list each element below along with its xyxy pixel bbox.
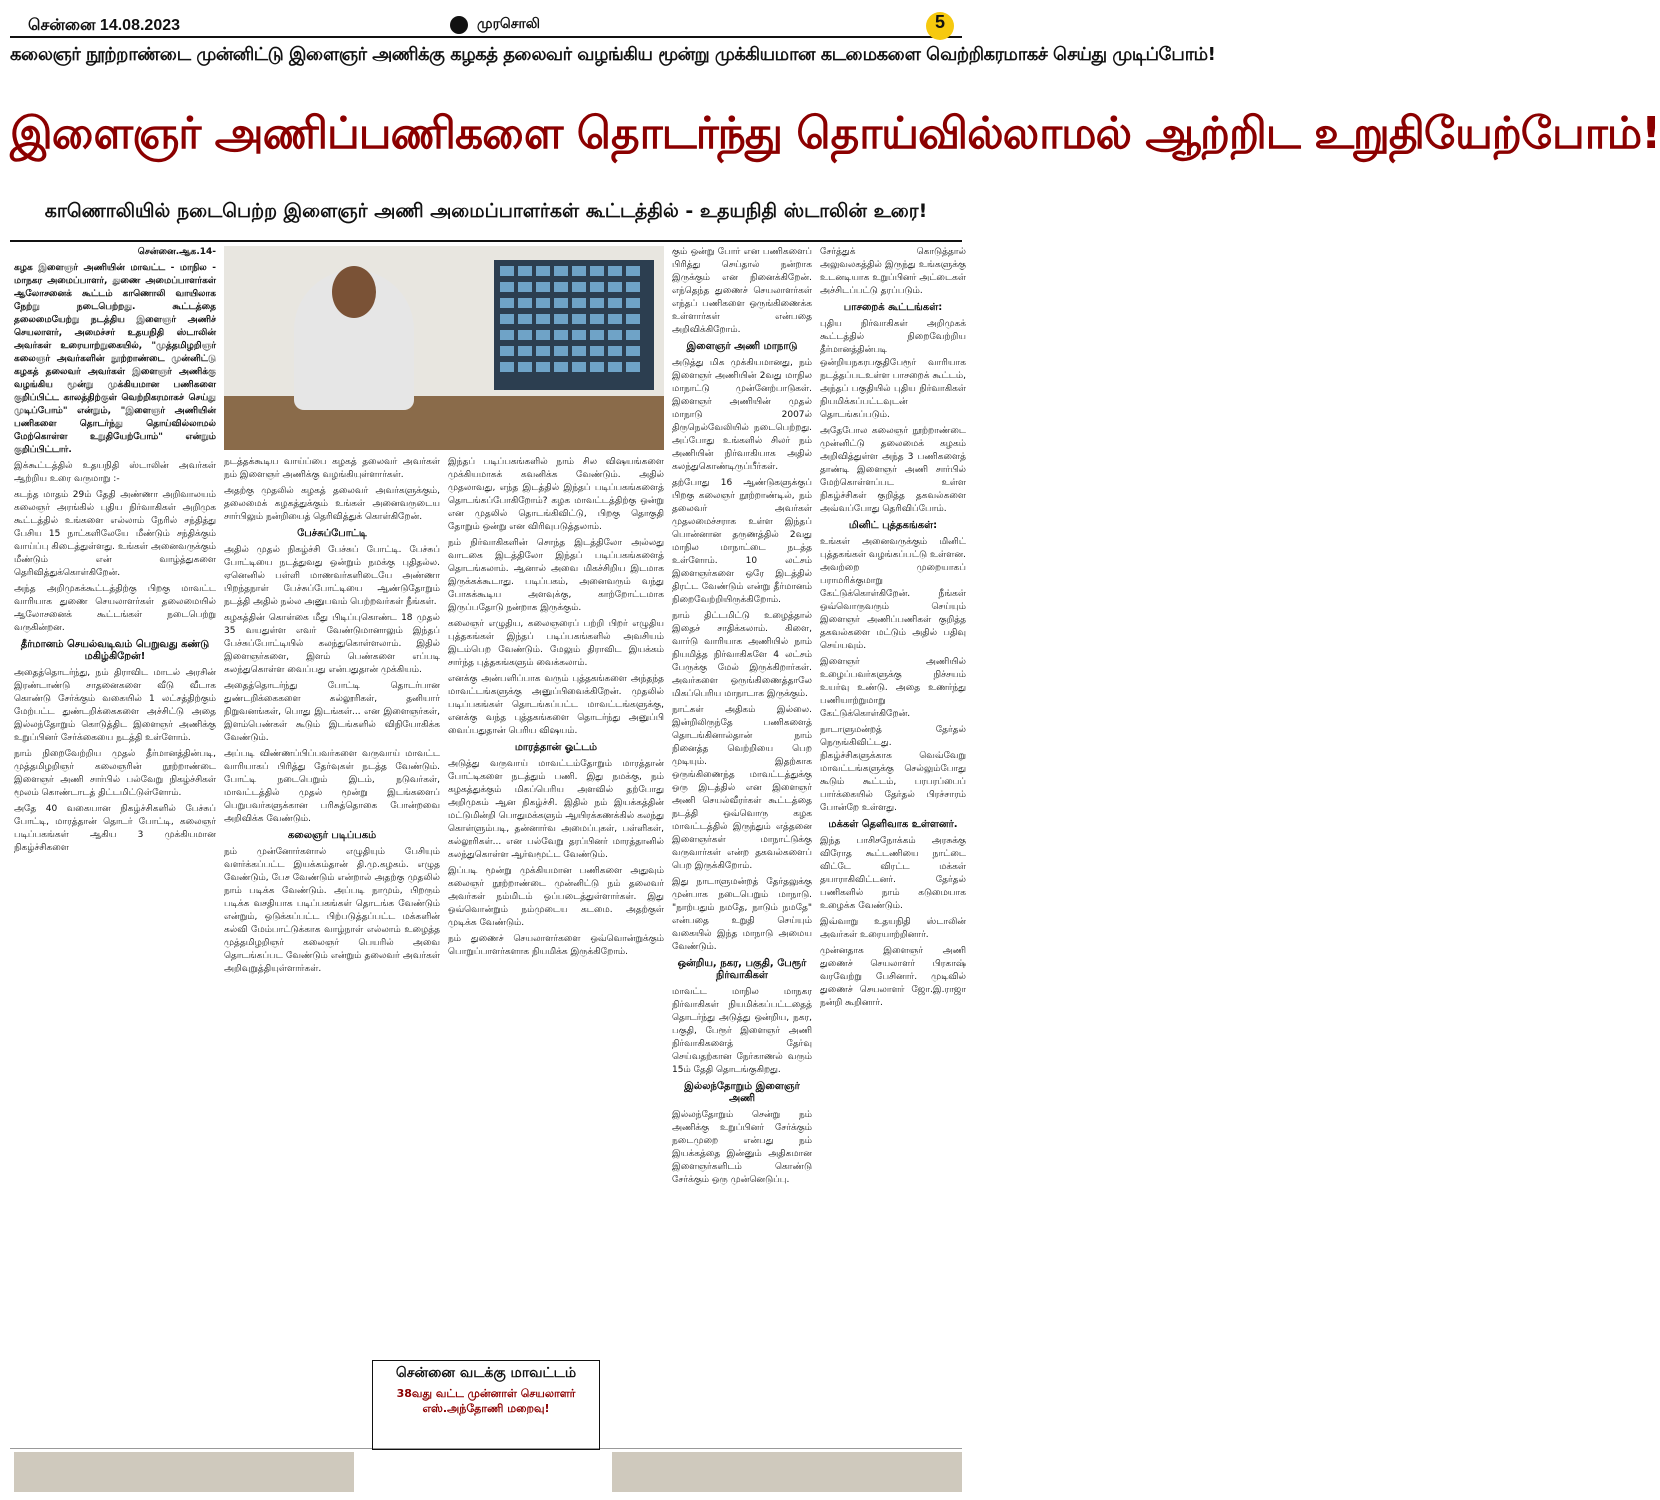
header-rule — [10, 240, 962, 242]
paragraph: அதற்கு முதலில் கழகத் தலைவர் அவர்களுக்கும், தலைமைக் கழகத்துக்கும் உங்கள் அனைவருடைய சார்பிலும் நன்றியைத் தெரிவித்துக் கொள்கிறேன். — [224, 486, 440, 522]
section-heading: மினிட் புத்தகங்கள்: — [848, 520, 938, 531]
main-photo — [224, 246, 664, 450]
paragraph: இக்கூட்டத்தில் உதயநிதி ஸ்டாலின் அவர்கள் ஆற்றிய உரை வருமாறு :- — [14, 461, 216, 484]
paragraph: நம் முன்னோர்களால் எழுதியும் பேசியும் வளர்க்கப்பட்ட இயக்கம்தான் தி.மு.கழகம். எழுத வேண்டும், பேச வேண்டும் என்றால் அதற்கு முதலில் நாம் படிக்க வேண்டும். அப்படி நாமும், பிறரும் படிக்க வசதியாக படிப்பகங்கள் தொடங்க வேண்டும் என்றும், ஒடுக்கப்பட்ட பிற்படுத்தப்பட்ட மக்களின் கல்வி மேம்பாட்டுக்காக வாழ்நாள் எல்லாம் உழைத்த முத்தமிழறிஞர் கலைஞர் பெயரில் அவை தொடங்கப்பட வேண்டும் என்றும் தலைவர் அவர்கள் அறிவுறுத்தியுள்ளார்கள். — [224, 847, 440, 974]
paragraph: அதைத்தொடர்ந்து போட்டி தொடர்பான துண்டறிக்கைகளை கல்லூரிகள், தனியார் நிறுவனங்கள், பொது இடங்கள்... என இளைஞர்கள், இளம்பெண்கள் கூடும் இடங்களில் விநியோகிக்க வேண்டும். — [224, 681, 440, 743]
paragraph: புதிய நிர்வாகிகள் அறிமுகக் கூட்டத்தில் நிறைவேற்றிய தீர்மானத்தின்படி ஒன்றியநகரபகுதிபேரூர் வாரியாக நடத்தப்படஉள்ள பாசறைக் கூட்டம், அந்தப் பகுதியில் புதிய நிர்வாகிகள் நியமிக்கப்பட்டவுடன் தொடங்கப்படும். — [820, 319, 966, 420]
page-number: 5 — [926, 12, 954, 40]
section-heading: தீர்மானம் செயல்வடிவம் பெறுவது கண்டு மகிழ்கிறேன்! — [20, 639, 210, 662]
paragraph: நாடாளுமன்றத் தேர்தல் நெருங்கிவிட்டது. நிகழ்ச்சிகளுக்காக வெவ்வேறு மாவட்டங்களுக்கு செல்லும்போது கூடும் கூட்டம், பரபரப்பைப் பார்க்கையில் தேர்தல் பிரச்சாரம் போன்றே உள்ளது. — [820, 725, 966, 813]
dateline: சென்னை.ஆக.14- — [137, 247, 216, 257]
paragraph: நாட்கள் அதிகம் இல்லை. இன்றிலிருந்தே பணிகளைத் தொடங்கினால்தான் நாம் நினைத்த வெற்றியை பெற முடியும். இதற்காக ஒருங்கிணைந்த மாவட்டத்துக்கு ஒரு இடத்தில் என இளைஞர் அணி செயல்வீரர்கள் கூட்டத்தை நடத்தி ஒவ்வொரு கழக மாவட்டத்தில் இருந்தும் எத்தனை இளைஞர்கள் மாநாட்டுக்கு வருவார்கள் என்ற தகவல்களைப் பெற இருக்கிறோம். — [672, 705, 812, 871]
paragraph: நாம் நிறைவேற்றிய முதல் தீர்மானத்தின்படி, முத்தமிழறிஞர் கலைஞரின் நூற்றாண்டை இளைஞர் அணி சார்பில் பல்வேறு நிகழ்ச்சிகள் மூலம் கொண்டாடத் திட்டமிட்டுள்ளோம். — [14, 749, 216, 798]
section-heading: மாரத்தான் ஓட்டம் — [514, 742, 598, 753]
section-heading: பேச்சுப்போட்டி — [297, 528, 367, 539]
paragraph: அடுத்து வருவாய் மாவட்டம்தோறும் மாரத்தான் போட்டிகளை நடத்தும் பணி. இது நமக்கு, நம் கழகத்துக்கும் மிகப்பெரிய அளவில் தற்போது அறிமுகம் ஆன நிகழ்ச்சி. இதில் நம் இயக்கத்தின் மட்டுமின்றி பொதுமக்களும் ஆயிரக்கணக்கில் கலந்து கொள்ளும்படி, தன்னார்வ அமைப்புகள், பள்ளிகள், கல்லூரிகள்... என பல்வேறு தரப்பினர் மாரத்தானில் கலந்துகொள்ள ஆர்வமூட்ட வேண்டும். — [448, 759, 664, 860]
paragraph: நம் நிர்வாகிகளின் சொந்த இடத்திலோ அல்லது வாடகை இடத்திலோ இந்தப் படிப்பகங்களைத் தொடங்கலாம். ஆனால் அவை மிகச்சிறிய இடமாக இருக்கக்கூடாது. படிப்பகம், அனைவரும் வந்து போகக்கூடிய அளவுக்கு, காற்றோட்டமாக இருப்பதோடு நன்றாக இருக்கும். — [448, 538, 664, 613]
paragraph: கடந்த மாதம் 29ம் தேதி அண்ணா அறிவாலயம் கலைஞர் அரங்கில் புதிய நிர்வாகிகள் அறிமுக கூட்டத்தில் உங்களை எல்லாம் நேரில் சந்தித்து பேசிய 15 நாட்களிலேயே மீண்டும் சந்திக்கும் வாய்ப்பு கிடைத்துள்ளது. உங்கள் அனைவருக்கும் மீண்டும் என் வாழ்த்துகளை தெரிவித்துக்கொள்கிறேன். — [14, 490, 216, 578]
paragraph: நம் துணைச் செயலாளர்களை ஒவ்வொன்றுக்கும் பொறுப்பாளர்களாக நியமிக்க இருக்கிறோம். — [448, 934, 664, 957]
lede-paragraph: கழக இளைஞர் அணியின் மாவட்ட - மாநில - மாநகர அமைப்பாளர், துணை அமைப்பாளர்கள் ஆலோசனைக் கூட்டம் காணொலி வாயிலாக நேற்று நடைபெற்றது. கூட்டத்தை தலைமையேற்று நடத்திய இளைஞர் அணிச் செயலாளர், அமைச்சர் உதயநிதி ஸ்டாலின் அவர்கள் உரையாற்றுகையில், "முத்தமிழறிஞர் கலைஞர் அவர்களின் நூற்றாண்டை முன்னிட்டு கழகத் தலைவர் அவர்கள் இளைஞர் அணிக்கு வழங்கிய மூன்று முக்கியமான பணிகளை குறிப்பிட்ட காலத்திற்குள் வெற்றிகரமாகச் செய்து முடிப்போம்" என்றும், "இளைஞர் அணியின் பணிகளை தொடர்ந்து தொய்வில்லாமல் மேற்கொள்ள உறுதியேற்போம்" என்றும் குறிப்பிட்டார். — [14, 263, 216, 455]
paragraph: அப்படி விண்ணப்பிப்பவர்களை வருவாய் மாவட்ட வாரியாகப் பிரித்து தேர்வுகள் நடத்த வேண்டும். போட்டி நடைபெறும் இடம், நடுவர்கள், மாவட்டத்தில் முதல் மூன்று இடங்களைப் பெறுபவர்களுக்கான பரிசுத்தொகை போன்றவை அறிவிக்க வேண்டும். — [224, 749, 440, 824]
paragraph: அதே 40 வகையான நிகழ்ச்சிகளில் பேச்சுப் போட்டி, மாரத்தான் தொடர் போட்டி, கலைஞர் படிப்பகங்கள் ஆகிய 3 முக்கியமான நிகழ்ச்சிகளை — [14, 804, 216, 853]
paragraph: அதில் முதல் நிகழ்ச்சி பேச்சுப் போட்டி. பேச்சுப் போட்டியை நடத்துவது ஒன்றும் நமக்கு புதிதல்ல. ஏனெனில் பள்ளி மாணவர்களிடையே அண்ணா பிறந்தநாள் பேச்சுப்போட்டியை ஆண்டுதோறும் நடத்தி அதில் நல்ல அனுபவம் பெற்றவர்கள் நீங்கள். — [224, 545, 440, 607]
paragraph: அந்த அறிமுகக்கூட்டத்திற்கு பிறகு மாவட்ட வாரியாக துணை செயலாளர்கள் தலைமையில் ஆலோசனைக் கூட்டங்கள் நடைபெற்று வருகின்றன. — [14, 584, 216, 633]
article-column-2 — [224, 456, 440, 1446]
video-conference-screen — [494, 260, 654, 390]
box-subtitle: 38வது வட்ட முன்னாள் செயலாளர் எஸ்.அந்தோணி மறைவு! — [396, 1387, 576, 1415]
paper-logo — [440, 14, 550, 38]
main-headline: இளைஞர் அணிப்பணிகளை தொடர்ந்து தொய்வில்லாமல் ஆற்றிட உறுதியேற்போம்! — [10, 108, 1660, 159]
paragraph: நடத்தக்கூடிய வாய்ப்பை கழகத் தலைவர் அவர்கள் நம் இளைஞர் அணிக்கு வழங்கியுள்ளார்கள். — [224, 457, 440, 480]
paragraph: கும் ஒன்று போர் என பணிகளைப் பிரித்து செய்தால் நன்றாக இருக்கும் என நினைக்கிறேன். எந்தெந்த துணைச் செயலாளர்கள் எந்தப் பணிகளை ஒருங்கிணைக்க உள்ளார்கள் என்பதை அறிவிக்கிறோம். — [672, 247, 812, 335]
paragraph: அதேபோல கலைஞர் நூற்றாண்டை முன்னிட்டு தலைமைக் கழகம் அறிவித்துள்ள அந்த 3 பணிகளைத் தாண்டி இளைஞர் அணி சார்பில் மேற்கொள்ளப்பட உள்ள நிகழ்ச்சிகள் குறித்த தகவல்களை அவ்வப்போது தெரிவிப்போம். — [820, 426, 966, 514]
paper-name: முரசொலி — [477, 15, 541, 31]
paragraph: தற்போது 16 ஆண்டுகளுக்குப் பிறகு கலைஞர் நூற்றாண்டில், நம் தலைவர் அவர்கள் முதலமைச்சராக உள்ள இந்தப் பொன்னான தருணத்தில் 2வது மாநில மாநாட்டை நடத்த உள்ளோம். 10 லட்சம் இளைஞர்களை ஒரே இடத்தில் திரட்ட வேண்டும் என்று தீர்மானம் நிறைவேற்றியிருக்கிறோம். — [672, 478, 812, 605]
paragraph: அதைத்தொடர்ந்து, நம் திராவிட மாடல் அரசின் இரண்டாண்டு சாதனைகளை வீடு வீடாக கொண்டு சேர்க்கும் வகையில் 1 லட்சத்திற்கும் மேற்பட்ட துண்டறிக்கைகளை அச்சிட்டு அதை இல்லந்தோறும் கொடுத்திட இளைஞர் அணிக்கு உறுப்பினர் சேர்க்கையை நடத்தி உள்ளோம். — [14, 668, 216, 743]
article-column-3 — [448, 456, 664, 1446]
section-heading: பாசறைக் கூட்டங்கள்: — [843, 302, 943, 313]
paragraph: கலைஞர் எழுதிய, கலைஞரைப் பற்றி பிறர் எழுதிய புத்தகங்கள் இந்தப் படிப்பகங்களில் அவசியம் இடம்பெற வேண்டும். மேலும் திராவிட இயக்கம் சார்ந்த புத்தகங்களும் வைக்கலாம். — [448, 619, 664, 668]
paragraph: கழகத்தின் கொள்கை மீது பிடிப்புகொண்ட 18 முதல் 35 வயதுள்ள எவர் வேண்டுமானாலும் இந்தப் பேச்சுப்போட்டியில் கலந்துகொள்ளலாம். இதில் இளைஞர்களை, இளம் பெண்களை எப்படி கலந்துகொள்ள வைப்பது என்பதுதான் முக்கியம். — [224, 613, 440, 675]
paragraph: இந்தப் படிப்பகங்களில் நாம் சில விஷயங்களை முக்கியமாகக் கவனிக்க வேண்டும். அதில் முதலாவது, எந்த இடத்தில் இந்தப் படிப்பகங்களைத் தொடங்கப்போகிறோம்? கழக மாவட்டத்திற்கு ஒன்று என முதலில் தொடங்கிவிட்டு, பிறகு தொகுதி தோறும் ஒன்று என விரிவுபடுத்தலாம். — [448, 457, 664, 532]
article-column-1 — [14, 246, 216, 1446]
section-heading: மக்கள் தெளிவாக உள்ளனர். — [828, 819, 958, 830]
section-heading: கலைஞர் படிப்பகம் — [287, 830, 377, 841]
paragraph: சேர்த்துக் கொடுத்தால் அலுவலகத்தில் இருந்து உங்களுக்கு உடனடியாக உறுப்பினர் அட்டைகள் அச்சிடப்பட்டு தரப்படும். — [820, 247, 966, 296]
logo-icon — [450, 16, 468, 34]
paragraph: இளைஞர் அணியில் உழைப்பவர்களுக்கு நிச்சயம் உயர்வு உண்டு. அதை உணர்ந்து பணியாற்றுமாறு கேட்டுக்கொள்கிறேன். — [820, 657, 966, 719]
speaker-head — [332, 266, 376, 318]
event-photo-left — [14, 1452, 354, 1492]
sub-headline: காணொலியில் நடைபெற்ற இளைஞர் அணி அமைப்பாளர்கள் கூட்டத்தில் - உதயநிதி ஸ்டாலின் உரை! — [44, 200, 928, 222]
article-column-5 — [820, 246, 966, 1446]
section-heading: இல்லந்தோறும் இளைஞர் அணி — [684, 1081, 800, 1104]
paragraph: இல்லந்தோறும் சென்று நம் அணிக்கு உறுப்பினர் சேர்க்கும் நடைமுறை என்பது நம் இயக்கத்தை இன்னும் அதிகமான இளைஞர்களிடம் கொண்டு சேர்க்கும் ஒரு முன்னெடுப்பு. — [672, 1110, 812, 1185]
issue-date: சென்னை 14.08.2023 — [28, 17, 181, 34]
condolence-box — [372, 1360, 600, 1450]
paragraph: உங்கள் அனைவருக்கும் மினிட் புத்தகங்கள் வழங்கப்பட்டு உள்ளன. அவற்றை முறையாகப் பராமரிக்குமாறு கேட்டுக்கொள்கிறேன். நீங்கள் ஒவ்வொருவரும் செய்யும் இளைஞர் அணிப்பணிகள் குறித்த தகவல்களை மட்டும் அதில் பதிவு செய்யவும். — [820, 537, 966, 651]
paragraph: எனக்கு அன்பளிப்பாக வரும் புத்தகங்களை அந்தந்த மாவட்டங்களுக்கு அனுப்பிவைக்கிறேன். முதலில் படிப்பகங்கள் தொடங்கப்பட்ட மாவட்டங்களுக்கு, எனக்கு வந்த புத்தகங்களை தொடர்ந்து அனுப்பி வைப்பதுதான் பெரிய விஷயம். — [448, 674, 664, 736]
masthead — [10, 8, 962, 38]
paragraph: இப்படி மூன்று முக்கியமான பணிகளை அதுவும் கலைஞர் நூற்றாண்டை முன்னிட்டு நம் தலைவர் அவர்கள் நம்மிடம் ஒப்படைத்துள்ளார்கள். இது ஒவ்வொன்றும் நம்முடைய கடமை. அதற்குள் முடிக்க வேண்டும். — [448, 866, 664, 928]
kicker-line: கலைஞர் நூற்றாண்டை முன்னிட்டு இளைஞர் அணிக்கு கழகத் தலைவர் வழங்கிய மூன்று முக்கியமான கடமைகளை வெற்றிகரமாகச் செய்து முடிப்போம்! — [10, 44, 1216, 65]
box-title: சென்னை வடக்கு மாவட்டம் — [395, 1365, 577, 1381]
paragraph: மாவட்ட மாநில மாநகர நிர்வாகிகள் நியமிக்கப்பட்டதைத் தொடர்ந்து அடுத்து ஒன்றிய, நகர, பகுதி, பேரூர் இளைஞர் அணி நிர்வாகிகளைத் தேர்வு செய்வதற்கான நேர்காணல் வரும் 15ம் தேதி தொடங்குகிறது. — [672, 987, 812, 1075]
paragraph: இந்த பாசிசநோக்கம் அரசுக்கு விரோத கூட்டணியை நாட்டை விட்டே விரட்ட மக்கள் தயாராகிவிட்டனர். தேர்தல் பணிகளில் நாம் கடுமையாக உழைக்க வேண்டும். — [820, 836, 966, 911]
paragraph: இவ்வாறு உதயநிதி ஸ்டாலின் அவர்கள் உரையாற்றினார். — [820, 917, 966, 940]
paragraph: இது நாடாளுமன்றத் தேர்தலுக்கு முன்பாக நடைபெறும் மாநாடு. "நாற்பதும் நமதே, நாடும் நமதே" என்பதை உறுதி செய்யும் வகையில் இந்த மாநாடு அமைய வேண்டும். — [672, 877, 812, 952]
section-heading: இளைஞர் அணி மாநாடு — [686, 341, 798, 352]
section-heading: ஒன்றிய, நகர, பகுதி, பேரூர் நிர்வாகிகள் — [677, 958, 807, 981]
paragraph: முன்னதாக இளைஞர் அணி துணைச் செயலாளர் பிரகாஷ் வரவேற்று பேசினார். முடிவில் துணைச் செயலாளர் ஜோ.இ.ராஜா நன்றி கூறினார். — [820, 946, 966, 1008]
event-photo-right — [612, 1452, 962, 1492]
desk-shape — [224, 396, 664, 450]
paragraph: அடுத்து மிக முக்கியமானது, நம் இளைஞர் அணியின் 2வது மாநில மாநாட்டு முன்னேற்பாடுகள். இளைஞர் அணியின் முதல் மாநாடு 2007ல் திருநெல்வேலியில் நடைபெற்றது. அப்போது உங்களில் சிலர் நம் அணியின் நிர்வாகியாக அதில் கலந்துகொண்டிருப்பீர்கள். — [672, 358, 812, 472]
paragraph: நாம் திட்டமிட்டு உழைத்தால் இதைச் சாதிக்கலாம். கிளை, வார்டு வாரியாக அணியில் நாம் நியமித்த நிர்வாகிகளே 4 லட்சம் பேருக்கு மேல் இருக்கிறார்கள். அவர்களை ஒருங்கிணைத்தாலே மிகப்பெரிய மாநாடாக இருக்கும். — [672, 611, 812, 699]
article-column-4 — [672, 246, 812, 1446]
